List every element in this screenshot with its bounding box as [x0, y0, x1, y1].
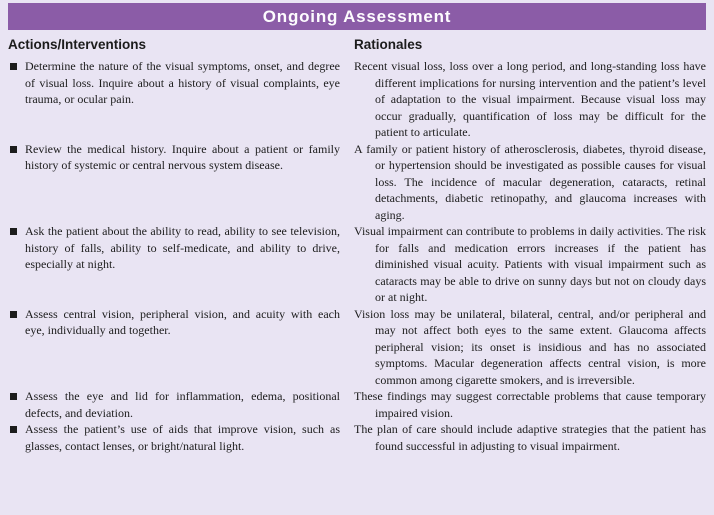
rationale-text: Recent visual loss, loss over a long period, and long-standing loss have different implications for nursing intervention and the patient’s level of adaptation to the visual impairment. Because visual loss may occur gradually, quantification of loss may be difficult for the patient to articulate.: [354, 59, 706, 139]
action-text: Assess the eye and lid for inflammation, edema, positional defects, and deviation.: [25, 389, 340, 420]
square-bullet-icon: [10, 146, 17, 153]
action-text: Determine the nature of the visual symptoms, onset, and degree of visual loss. Inquire about a history of visual complaints, eye trauma, or ocular pain.: [25, 59, 340, 106]
action-item: [8, 223, 340, 306]
action-item: [8, 421, 340, 454]
rationale-text: These findings may suggest correctable problems that cause temporary impaired vision.: [354, 389, 706, 420]
square-bullet-icon: [10, 228, 17, 235]
column-header-actions: Actions/Interventions: [8, 37, 147, 52]
action-item: [8, 306, 340, 389]
action-text: Assess the patient’s use of aids that improve vision, such as glasses, contact lenses, or bright/natural light.: [25, 422, 340, 453]
table-title-banner: [8, 3, 706, 30]
rationale-text: A family or patient history of atherosclerosis, diabetes, thyroid disease, or hypertension should be investigated as possible causes for visual loss. The incidence of macular degeneration, cataracts, retinal detachments, diabetic retinopathy, and glaucoma increases with aging.: [354, 141, 706, 222]
table-title: Ongoing Assessment: [262, 6, 452, 26]
action-item: [8, 141, 340, 224]
square-bullet-icon: [10, 393, 17, 400]
action-item: [8, 388, 340, 421]
rationale-text: Vision loss may be unilateral, bilateral, central, and/or peripheral and may not affect both eyes to the same extent. Glaucoma affects peripheral vision; its onset is insidious and has no associated symptoms. Macular degeneration affects central vision, is more common among cigarette smokers, and is irreversible.: [354, 306, 706, 387]
action-text: Review the medical history. Inquire about a patient or family history of systemic or central nervous system disease.: [25, 141, 340, 172]
rationale-text: The plan of care should include adaptive strategies that the patient has found successful in adjusting to visual impairment.: [354, 422, 706, 453]
action-item: [8, 58, 340, 141]
rationale-text: Visual impairment can contribute to problems in daily activities. The risk for falls and medication errors increases if the patient has diminished visual acuity. Patients with visual impairment such as cataracts may be able to drive on sunny days but not on cloudy days or at night.: [354, 224, 706, 304]
column-header-rationales: Rationales: [354, 37, 423, 52]
square-bullet-icon: [10, 63, 17, 70]
action-text: Ask the patient about the ability to read, ability to see television, history of falls, ability to self-medicate, and ability to drive, especially at night.: [25, 224, 340, 271]
assessment-table-grid: [8, 37, 706, 454]
square-bullet-icon: [10, 426, 17, 433]
square-bullet-icon: [10, 311, 17, 318]
action-text: Assess central vision, peripheral vision, and acuity with each eye, individually and together.: [25, 306, 340, 337]
